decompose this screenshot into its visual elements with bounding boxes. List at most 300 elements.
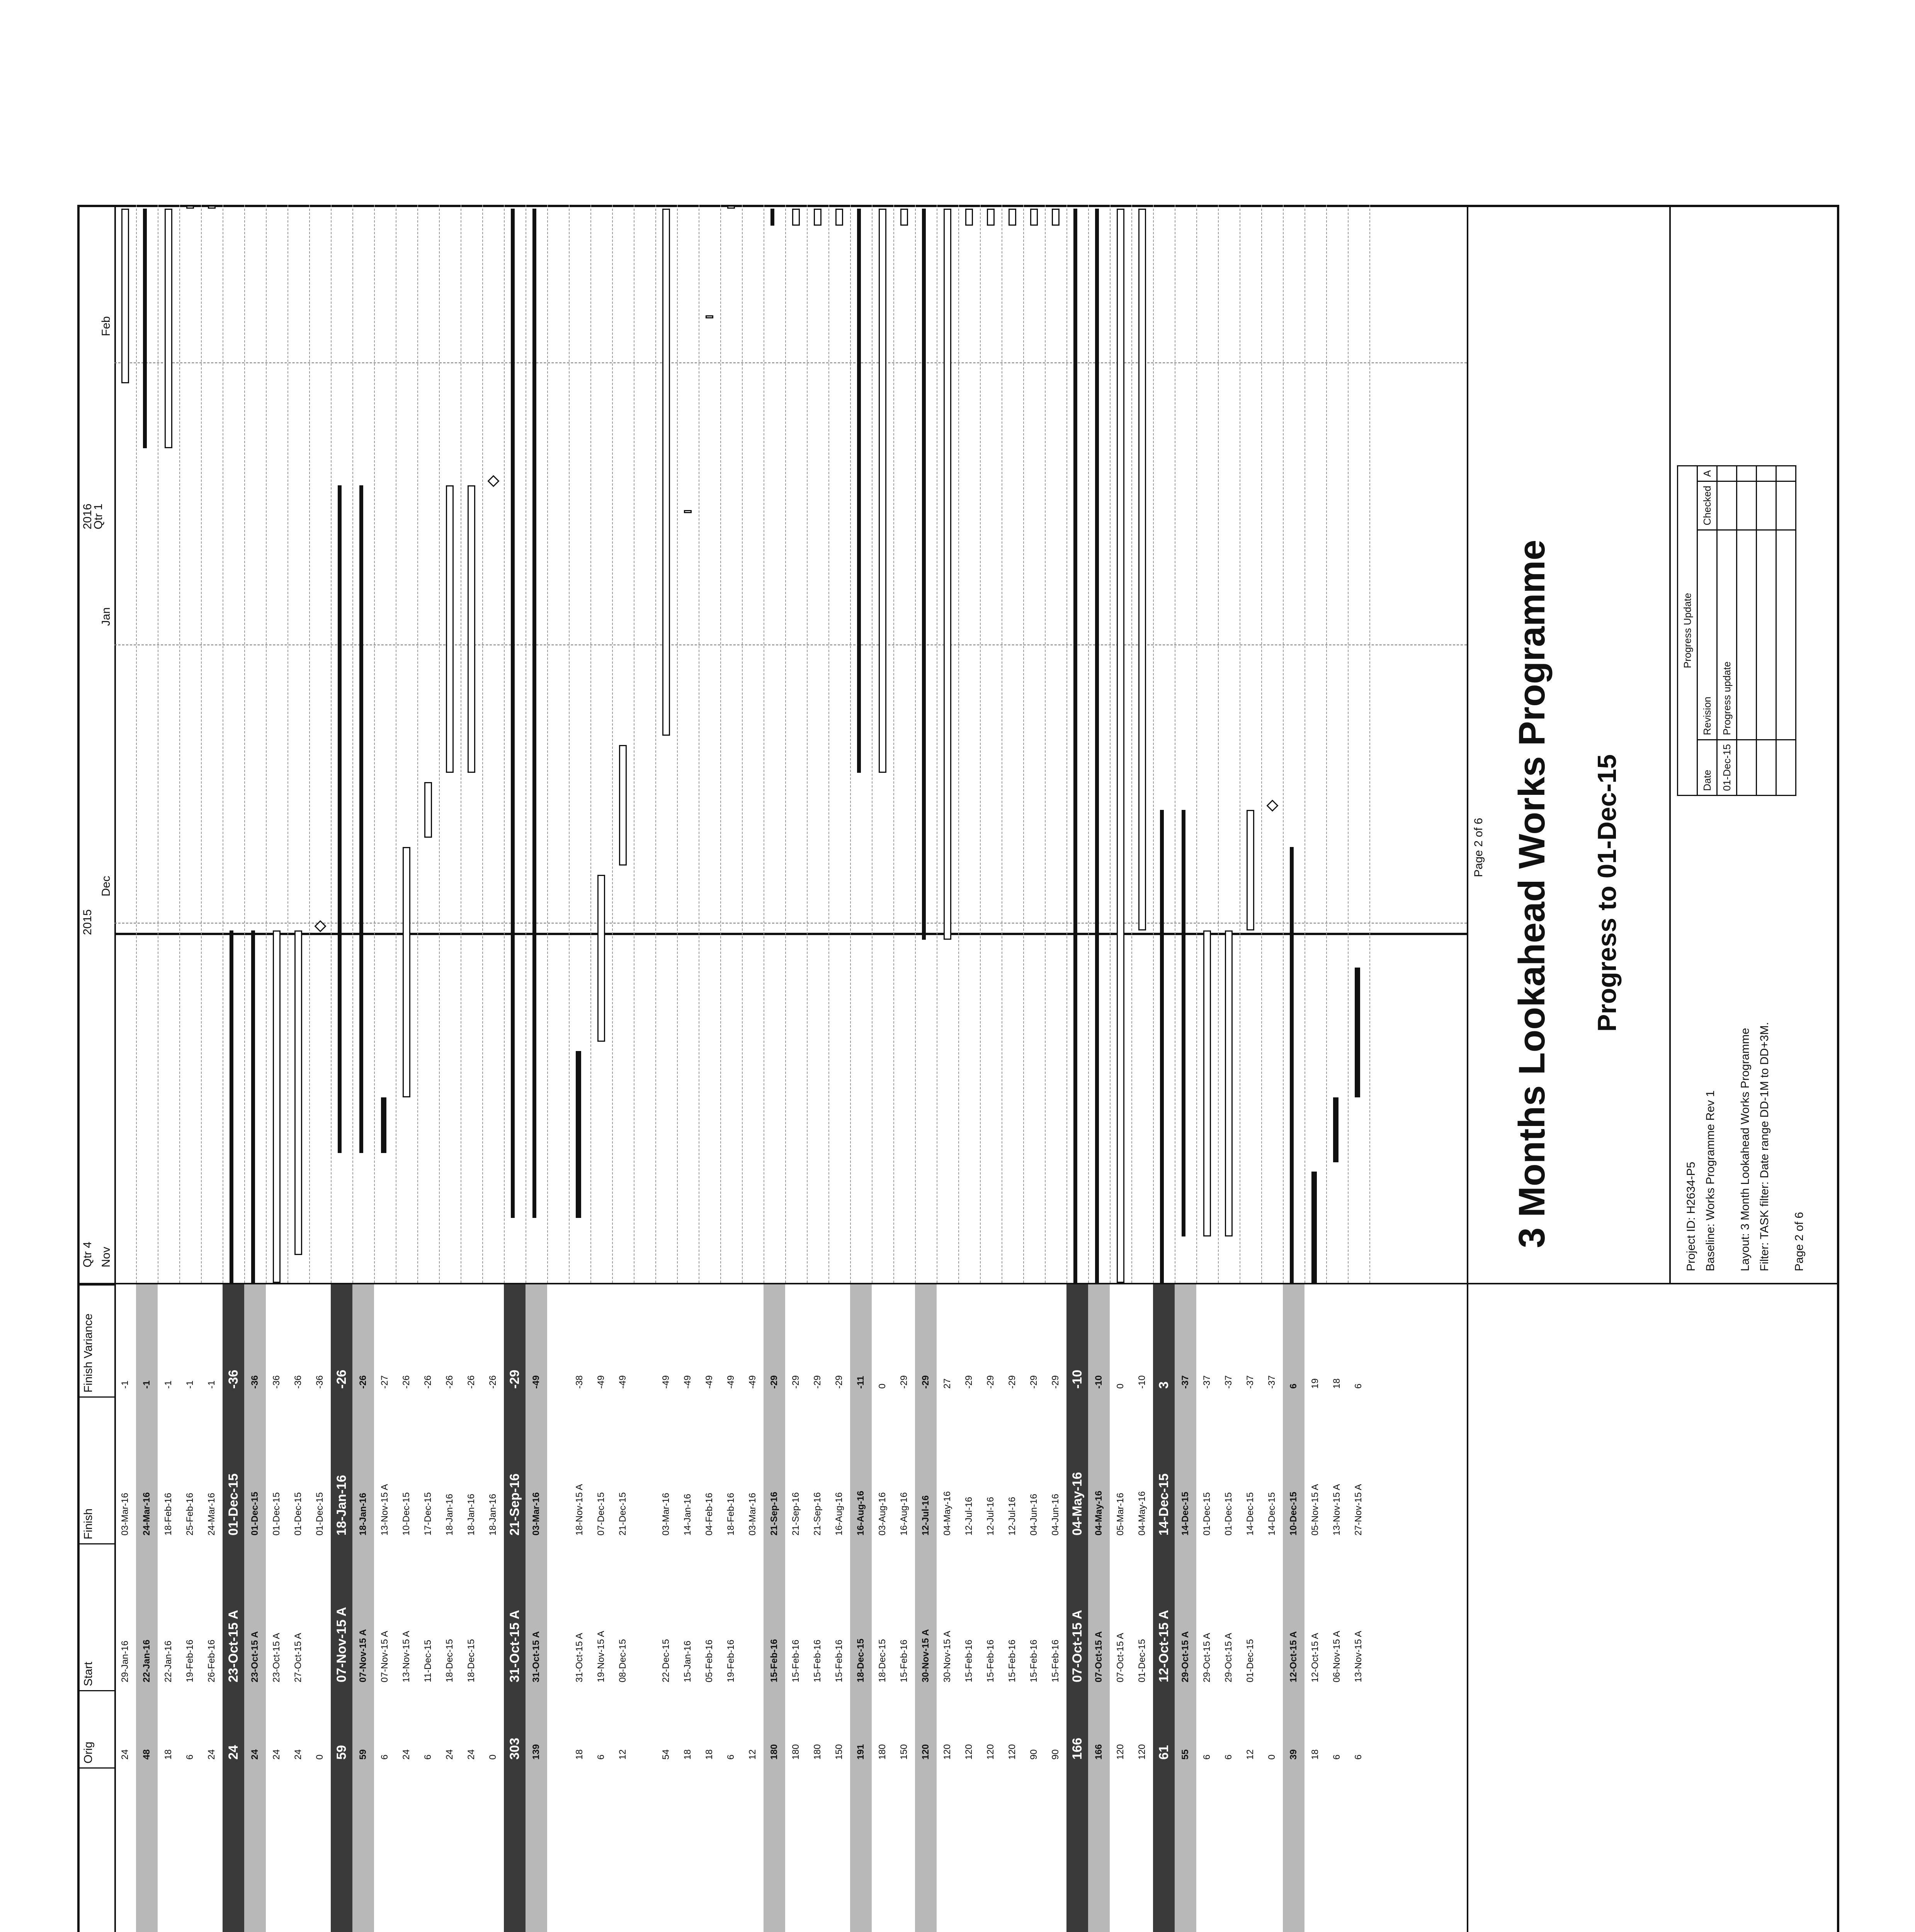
col-orig: Orig bbox=[80, 1690, 114, 1767]
finish-variance: -36 bbox=[293, 1375, 303, 1389]
milestone-icon bbox=[487, 475, 499, 487]
page-label-top: Page 2 of 6 bbox=[1472, 818, 1485, 877]
year-2015-label: 2015 bbox=[81, 909, 94, 935]
start-date: 23-Oct-15 A bbox=[250, 1631, 260, 1682]
finish-date: 10-Dec-15 bbox=[1288, 1492, 1299, 1536]
finish-variance: -29 bbox=[964, 1375, 974, 1389]
start-date: 18-Dec-15 bbox=[877, 1639, 888, 1682]
orig-duration: 303 bbox=[507, 1738, 522, 1760]
finish-date: 13-Nov-15 A bbox=[379, 1484, 390, 1536]
gantt-row-line bbox=[850, 205, 851, 1283]
orig-duration bbox=[634, 1698, 655, 1760]
finish-variance: -36 bbox=[226, 1369, 241, 1389]
month-jan: Jan bbox=[100, 607, 112, 626]
orig-duration: 120 bbox=[1115, 1744, 1126, 1760]
table-row bbox=[287, 1284, 309, 1932]
activity-name bbox=[1283, 1787, 1304, 1932]
orig-duration: 6 bbox=[185, 1754, 195, 1760]
orig-duration: 59 bbox=[334, 1745, 349, 1760]
table-row bbox=[417, 1284, 439, 1932]
finish-date: 21-Sep-16 bbox=[791, 1492, 801, 1536]
finish-date: 18-Jan-16 bbox=[358, 1493, 368, 1536]
finish-variance: -1 bbox=[206, 1380, 217, 1389]
table-row bbox=[1131, 1284, 1153, 1932]
table-row bbox=[590, 1284, 612, 1932]
start-date: 15-Feb-16 bbox=[1007, 1639, 1017, 1682]
activity-name bbox=[158, 1775, 179, 1932]
finish-date: 05-Mar-16 bbox=[1115, 1493, 1126, 1536]
gantt-row-line bbox=[287, 205, 288, 1283]
start-date bbox=[482, 1543, 504, 1682]
activity-name bbox=[569, 1775, 590, 1932]
activity-name bbox=[526, 1787, 547, 1932]
activity-name bbox=[764, 1787, 785, 1932]
activity-name bbox=[828, 1775, 850, 1932]
activity-bar bbox=[381, 1097, 386, 1153]
activity-name bbox=[958, 1775, 980, 1932]
start-date: 29-Oct-15 A bbox=[1202, 1633, 1212, 1682]
group-row bbox=[915, 1284, 937, 1932]
gantt-row-line bbox=[785, 205, 786, 1283]
gantt-row-line bbox=[417, 205, 418, 1283]
summary-bar bbox=[1160, 810, 1164, 1283]
table-row bbox=[785, 1284, 807, 1932]
finish-variance: -49 bbox=[596, 1375, 606, 1389]
orig-duration: 12 bbox=[747, 1749, 758, 1760]
rev-col-checked: Checked bbox=[1697, 481, 1717, 530]
finish-variance: -29 bbox=[769, 1375, 779, 1389]
group-row bbox=[1175, 1284, 1196, 1932]
finish-date: 04-Jun-16 bbox=[1050, 1493, 1061, 1536]
start-date: 01-Dec-15 bbox=[1245, 1639, 1255, 1682]
finish-date: 25-Feb-16 bbox=[185, 1493, 195, 1536]
gantt-row-line bbox=[482, 205, 483, 1283]
start-date: 15-Feb-16 bbox=[899, 1639, 909, 1682]
orig-duration: 48 bbox=[141, 1749, 152, 1760]
data-date-line bbox=[114, 933, 1467, 935]
orig-duration: 150 bbox=[834, 1744, 844, 1760]
activity-name bbox=[1131, 1775, 1153, 1932]
start-date bbox=[1261, 1543, 1283, 1682]
finish-variance: -1 bbox=[185, 1380, 195, 1389]
activity-name bbox=[1196, 1775, 1218, 1932]
activity-bar bbox=[944, 209, 951, 940]
table-row bbox=[374, 1284, 396, 1932]
activity-name bbox=[699, 1775, 720, 1932]
rev-col-a: A bbox=[1697, 466, 1717, 481]
finish-variance: -36 bbox=[250, 1375, 260, 1389]
finish-variance: -49 bbox=[661, 1375, 671, 1389]
finish-date: 16-Aug-16 bbox=[834, 1492, 844, 1536]
finish-date: 18-Feb-16 bbox=[163, 1493, 173, 1536]
group-row bbox=[547, 1284, 569, 1932]
finish-date: 18-Jan-16 bbox=[334, 1475, 349, 1536]
gantt-row-line bbox=[1283, 205, 1284, 1283]
orig-duration: 120 bbox=[920, 1744, 931, 1760]
activity-bar bbox=[814, 209, 821, 226]
activity-bar bbox=[446, 485, 454, 773]
start-date: 08-Dec-15 bbox=[617, 1639, 628, 1682]
activity-name bbox=[1110, 1775, 1131, 1932]
group-row bbox=[1153, 1284, 1175, 1932]
start-date: 27-Oct-15 A bbox=[293, 1633, 303, 1682]
finish-variance: -29 bbox=[1050, 1375, 1061, 1389]
table-row bbox=[396, 1284, 417, 1932]
gantt-row-line bbox=[1218, 205, 1219, 1283]
finish-date: 18-Jan-16 bbox=[444, 1493, 455, 1536]
activity-bar bbox=[662, 209, 670, 736]
summary-bar bbox=[511, 209, 515, 1218]
orig-duration: 0 bbox=[1267, 1754, 1277, 1760]
activity-bar bbox=[1247, 810, 1254, 930]
start-date: 11-Dec-15 bbox=[423, 1639, 433, 1682]
gridline-feb bbox=[114, 362, 1467, 363]
orig-duration: 191 bbox=[855, 1744, 866, 1760]
group-row bbox=[244, 1284, 266, 1932]
table-row bbox=[828, 1284, 850, 1932]
activity-bar bbox=[1333, 1097, 1338, 1162]
gantt-row-line bbox=[244, 205, 245, 1283]
finish-variance: -49 bbox=[726, 1375, 736, 1389]
orig-duration: 24 bbox=[444, 1749, 455, 1760]
month-dec: Dec bbox=[100, 876, 112, 896]
finish-date: 01-Dec-15 bbox=[315, 1492, 325, 1536]
gantt-row-line bbox=[309, 205, 310, 1283]
table-row bbox=[114, 1284, 136, 1932]
orig-duration: 6 bbox=[1353, 1754, 1364, 1760]
finish-variance: -26 bbox=[358, 1375, 368, 1389]
finish-date: 04-May-16 bbox=[1137, 1491, 1147, 1536]
finish-variance: 6 bbox=[1288, 1383, 1299, 1389]
gantt-row-line bbox=[590, 205, 591, 1283]
timescale-header bbox=[80, 205, 116, 1283]
start-date: 07-Nov-15 A bbox=[379, 1631, 390, 1682]
table-row bbox=[937, 1284, 958, 1932]
activity-name bbox=[937, 1775, 958, 1932]
table-row bbox=[266, 1284, 287, 1932]
finish-variance: 6 bbox=[1353, 1383, 1364, 1389]
start-date: 15-Jan-16 bbox=[682, 1640, 693, 1682]
finish-variance bbox=[634, 1288, 655, 1389]
finish-date: 16-Aug-16 bbox=[899, 1492, 909, 1536]
table-row bbox=[1240, 1284, 1261, 1932]
gantt-row-line bbox=[1304, 205, 1305, 1283]
start-date: 07-Nov-15 A bbox=[358, 1629, 368, 1682]
col-finish-variance: Finish Variance bbox=[80, 1284, 114, 1396]
qtr4-label: Qtr 4 bbox=[81, 1242, 94, 1267]
finish-date: 21-Sep-16 bbox=[769, 1492, 779, 1536]
group-row bbox=[526, 1284, 547, 1932]
start-date: 19-Nov-15 A bbox=[596, 1631, 606, 1682]
finish-date: 24-Mar-16 bbox=[141, 1492, 152, 1536]
title-divider bbox=[1669, 205, 1671, 1283]
orig-duration: 90 bbox=[1050, 1749, 1061, 1760]
start-date: 26-Feb-16 bbox=[206, 1639, 217, 1682]
activity-bar bbox=[1052, 209, 1060, 226]
activity-name bbox=[439, 1775, 461, 1932]
start-date: 31-Oct-15 A bbox=[507, 1610, 522, 1682]
gantt-row-line bbox=[1261, 205, 1262, 1283]
finish-date: 12-Jul-16 bbox=[1007, 1497, 1017, 1536]
gantt-row-line bbox=[742, 205, 743, 1283]
orig-duration: 120 bbox=[1007, 1744, 1017, 1760]
group-row bbox=[352, 1284, 374, 1932]
orig-duration: 24 bbox=[226, 1745, 241, 1760]
activity-name bbox=[331, 1787, 352, 1932]
activity-bar bbox=[403, 847, 410, 1097]
finish-date: 24-Mar-16 bbox=[206, 1493, 217, 1536]
col-start: Start bbox=[80, 1543, 114, 1690]
orig-duration: 24 bbox=[466, 1749, 476, 1760]
activity-name bbox=[1175, 1787, 1196, 1932]
start-date: 18-Dec-15 bbox=[466, 1639, 476, 1682]
finish-date: 18-Feb-16 bbox=[726, 1493, 736, 1536]
activity-bar bbox=[208, 206, 216, 209]
month-nov: Nov bbox=[100, 1247, 112, 1267]
gantt-row-line bbox=[569, 205, 570, 1283]
summary-bar bbox=[1290, 847, 1294, 1283]
gantt-row-line bbox=[201, 205, 202, 1283]
gantt-row-line bbox=[1153, 205, 1154, 1283]
table-row bbox=[893, 1284, 915, 1932]
gantt-row-line bbox=[655, 205, 656, 1283]
activity-bar bbox=[273, 930, 281, 1283]
activity-bar bbox=[576, 1051, 581, 1218]
finish-variance: -26 bbox=[401, 1375, 412, 1389]
table-row bbox=[980, 1284, 1002, 1932]
finish-variance: -29 bbox=[834, 1375, 844, 1389]
gantt-row-line bbox=[352, 205, 353, 1283]
finish-date: 14-Dec-15 bbox=[1180, 1492, 1190, 1536]
table-row bbox=[461, 1284, 482, 1932]
activity-bar bbox=[879, 209, 886, 773]
orig-duration: 6 bbox=[1223, 1754, 1234, 1760]
group-row bbox=[764, 1284, 785, 1932]
finish-variance: 27 bbox=[942, 1378, 952, 1389]
orig-duration: 0 bbox=[315, 1754, 325, 1760]
gantt-row-line bbox=[1348, 205, 1349, 1283]
finish-variance: 0 bbox=[1115, 1383, 1126, 1389]
activity-name bbox=[872, 1775, 893, 1932]
activity-name bbox=[114, 1775, 136, 1932]
summary-bar bbox=[338, 485, 342, 1153]
table-row bbox=[439, 1284, 461, 1932]
summary-bar bbox=[251, 930, 255, 1283]
milestone-icon bbox=[314, 920, 326, 932]
table-row bbox=[742, 1284, 764, 1932]
start-date bbox=[547, 1543, 569, 1682]
activity-name bbox=[1002, 1775, 1023, 1932]
activity-name bbox=[915, 1787, 937, 1932]
group-row bbox=[1066, 1284, 1088, 1932]
start-date: 15-Feb-16 bbox=[812, 1639, 823, 1682]
table-row bbox=[482, 1284, 504, 1932]
group-row bbox=[223, 1284, 244, 1932]
gantt-row-line bbox=[547, 205, 548, 1283]
activity-bar bbox=[684, 510, 692, 513]
gantt-row-line bbox=[915, 205, 916, 1283]
summary-bar bbox=[230, 930, 233, 1283]
start-date: 19-Feb-16 bbox=[726, 1639, 736, 1682]
finish-date: 04-Jun-16 bbox=[1029, 1493, 1039, 1536]
gantt-row-line bbox=[1066, 205, 1067, 1283]
revision-table bbox=[1677, 465, 1796, 796]
activity-bar bbox=[424, 782, 432, 838]
gantt-row-line bbox=[828, 205, 829, 1283]
finish-date: 14-Jan-16 bbox=[682, 1493, 693, 1536]
finish-date bbox=[634, 1396, 655, 1536]
gantt-row-line bbox=[179, 205, 180, 1283]
finish-variance: -49 bbox=[747, 1375, 758, 1389]
start-date: 15-Feb-16 bbox=[834, 1639, 844, 1682]
activity-bar bbox=[121, 209, 129, 383]
activity-name bbox=[179, 1775, 201, 1932]
orig-duration: 150 bbox=[899, 1744, 909, 1760]
table-row bbox=[309, 1284, 331, 1932]
activity-bar bbox=[1355, 968, 1360, 1097]
group-row bbox=[634, 1284, 655, 1932]
finish-variance: -26 bbox=[466, 1375, 476, 1389]
table-row bbox=[1348, 1284, 1369, 1932]
table-row bbox=[1326, 1284, 1348, 1932]
finish-date: 21-Dec-15 bbox=[617, 1492, 628, 1536]
orig-duration: 18 bbox=[1310, 1749, 1320, 1760]
activity-name bbox=[201, 1775, 223, 1932]
orig-duration: 24 bbox=[401, 1749, 412, 1760]
project-id: Project ID: H2634-P5 bbox=[1685, 1162, 1697, 1271]
activity-name bbox=[287, 1775, 309, 1932]
finish-variance bbox=[547, 1288, 569, 1389]
qtr1-label: Qtr 1 bbox=[92, 503, 105, 529]
rev-col-date: Date bbox=[1697, 740, 1717, 795]
orig-duration: 180 bbox=[769, 1744, 779, 1760]
table-row bbox=[1196, 1284, 1218, 1932]
activity-name bbox=[1261, 1775, 1283, 1932]
gantt-row-line bbox=[980, 205, 981, 1283]
activity-name bbox=[1348, 1775, 1369, 1932]
start-date: 13-Nov-15 A bbox=[401, 1631, 412, 1682]
finish-variance: -37 bbox=[1202, 1375, 1212, 1389]
summary-bar bbox=[922, 209, 926, 940]
activity-name bbox=[1066, 1787, 1088, 1932]
finish-date: 21-Sep-16 bbox=[812, 1492, 823, 1536]
activity-name bbox=[742, 1775, 764, 1932]
finish-variance: -1 bbox=[120, 1380, 130, 1389]
finish-date: 01-Dec-15 bbox=[1202, 1492, 1212, 1536]
start-date bbox=[309, 1543, 331, 1682]
gantt-chart bbox=[80, 205, 1467, 1284]
start-date: 31-Oct-15 A bbox=[531, 1631, 541, 1682]
finish-variance: -27 bbox=[379, 1375, 390, 1389]
group-row bbox=[1283, 1284, 1304, 1932]
finish-variance: -36 bbox=[271, 1375, 282, 1389]
activity-bar bbox=[468, 485, 475, 773]
activity-bar bbox=[165, 209, 172, 448]
activity-name bbox=[677, 1775, 699, 1932]
finish-variance: -26 bbox=[488, 1375, 498, 1389]
finish-date: 04-May-16 bbox=[1070, 1472, 1085, 1536]
rev-checked bbox=[1717, 481, 1737, 530]
rev-revision: Progress update bbox=[1717, 530, 1737, 740]
finish-variance: 18 bbox=[1332, 1378, 1342, 1389]
gantt-row-line bbox=[1131, 205, 1132, 1283]
group-row bbox=[1088, 1284, 1110, 1932]
orig-duration: 6 bbox=[379, 1754, 390, 1760]
col-finish: Finish bbox=[80, 1396, 114, 1543]
finish-variance: -29 bbox=[1007, 1375, 1017, 1389]
summary-bar bbox=[1073, 209, 1077, 1283]
activity-bar bbox=[706, 315, 713, 318]
activity-name bbox=[785, 1775, 807, 1932]
finish-date: 01-Dec-15 bbox=[250, 1492, 260, 1536]
start-date: 15-Feb-16 bbox=[1050, 1639, 1061, 1682]
finish-variance: -49 bbox=[682, 1375, 693, 1389]
gantt-row-line bbox=[958, 205, 959, 1283]
activity-bar bbox=[1138, 209, 1146, 930]
table-row bbox=[720, 1284, 742, 1932]
start-date: 12-Oct-15 A bbox=[1310, 1633, 1320, 1682]
activity-name bbox=[136, 1787, 158, 1932]
finish-variance: -10 bbox=[1070, 1369, 1085, 1389]
activity-name bbox=[1045, 1775, 1066, 1932]
start-date: 15-Feb-16 bbox=[769, 1639, 779, 1682]
finish-date: 04-Feb-16 bbox=[704, 1493, 714, 1536]
activity-name bbox=[309, 1775, 331, 1932]
activity-name bbox=[266, 1775, 287, 1932]
table-row bbox=[1110, 1284, 1131, 1932]
summary-bar bbox=[532, 209, 536, 1218]
finish-variance: -10 bbox=[1137, 1375, 1147, 1389]
gantt-row-line bbox=[1196, 205, 1197, 1283]
finish-date: 18-Jan-16 bbox=[466, 1493, 476, 1536]
summary-bar bbox=[143, 209, 147, 448]
group-row bbox=[136, 1284, 158, 1932]
finish-variance: -38 bbox=[574, 1375, 585, 1389]
year-2016-label: 2016 bbox=[81, 503, 94, 529]
gantt-row-line bbox=[504, 205, 505, 1283]
finish-date: 01-Dec-15 bbox=[1223, 1492, 1234, 1536]
start-date: 15-Feb-16 bbox=[985, 1639, 996, 1682]
activity-name bbox=[590, 1775, 612, 1932]
gantt-row-line bbox=[1045, 205, 1046, 1283]
activity-bar bbox=[900, 209, 908, 226]
orig-duration: 24 bbox=[250, 1749, 260, 1760]
start-date: 22-Jan-16 bbox=[141, 1639, 152, 1682]
finish-variance: -1 bbox=[163, 1380, 173, 1389]
activity-name bbox=[720, 1775, 742, 1932]
orig-duration: 120 bbox=[1137, 1744, 1147, 1760]
finish-variance: -37 bbox=[1245, 1375, 1255, 1389]
gantt-row-line bbox=[1369, 205, 1370, 1283]
orig-duration: 6 bbox=[423, 1754, 433, 1760]
milestone-icon bbox=[1266, 799, 1278, 811]
start-date: 15-Feb-16 bbox=[964, 1639, 974, 1682]
gantt-row-line bbox=[677, 205, 678, 1283]
start-date: 18-Dec-15 bbox=[444, 1639, 455, 1682]
activity-bar bbox=[619, 745, 627, 866]
start-date: 01-Dec-15 bbox=[1137, 1639, 1147, 1682]
activity-name bbox=[1326, 1775, 1348, 1932]
orig-duration: 120 bbox=[942, 1744, 952, 1760]
start-date: 07-Oct-15 A bbox=[1094, 1631, 1104, 1682]
start-date: 30-Nov-15 A bbox=[942, 1631, 952, 1682]
start-date bbox=[742, 1543, 764, 1682]
orig-duration: 6 bbox=[726, 1754, 736, 1760]
finish-variance: -10 bbox=[1094, 1375, 1104, 1389]
activity-name bbox=[396, 1775, 417, 1932]
gantt-row-line bbox=[1088, 205, 1089, 1283]
month-feb: Feb bbox=[100, 316, 112, 336]
